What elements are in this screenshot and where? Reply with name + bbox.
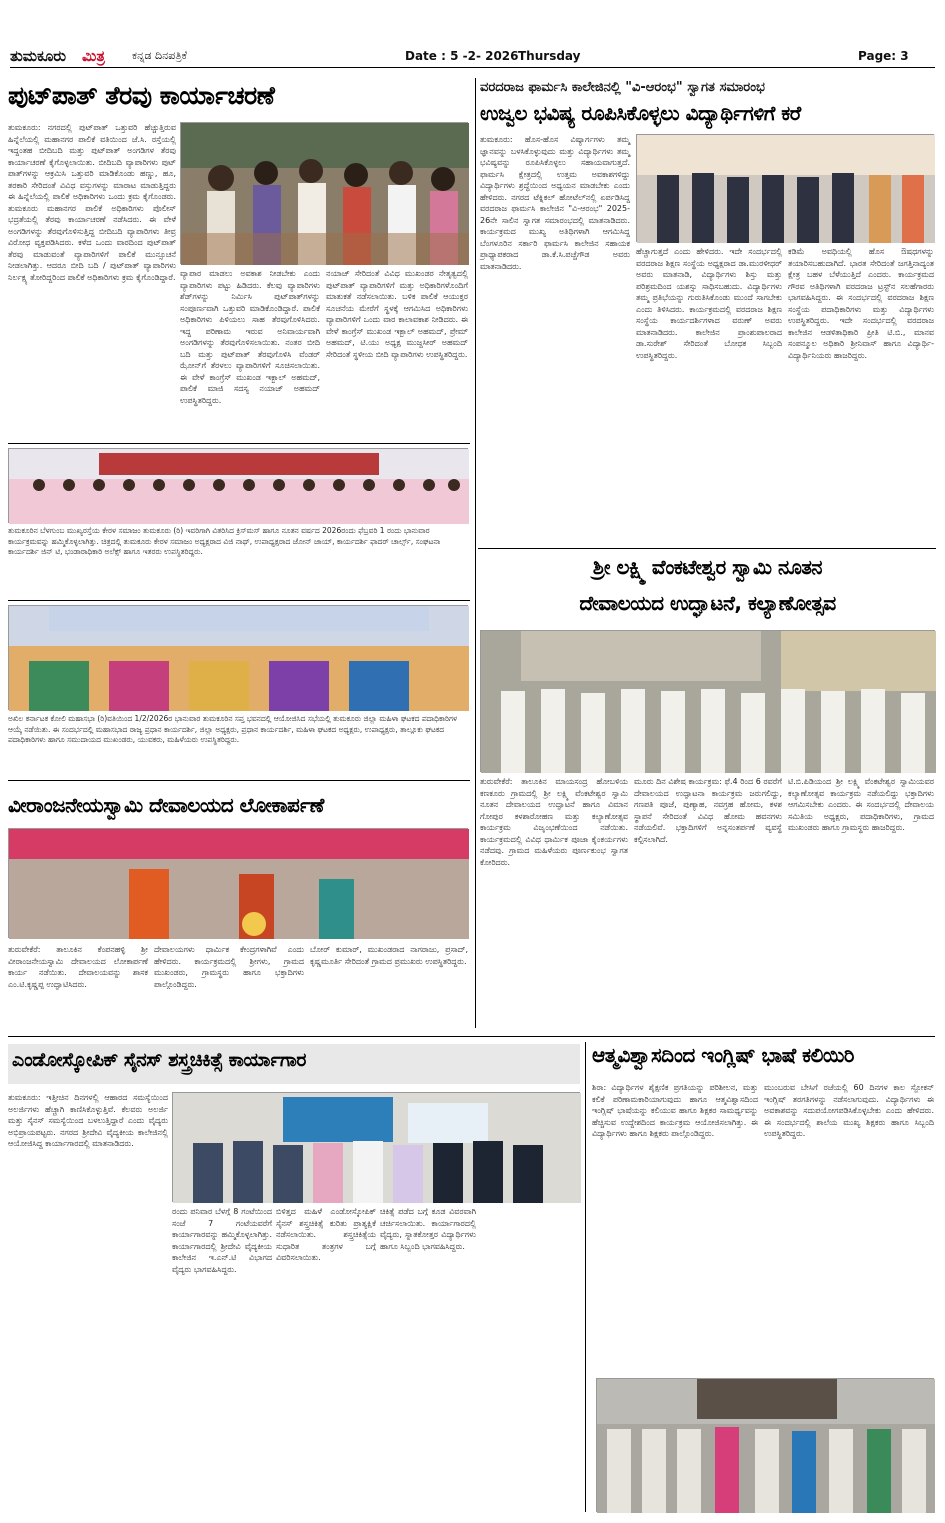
anjaneya-headline: ವೀರಾಂಜನೇಯಸ್ವಾಮಿ ದೇವಾಲಯದ ಲೋಕಾರ್ಪಣೆ <box>8 793 324 817</box>
endoscopy-doctors-image <box>173 1093 581 1203</box>
logo-text: ತುಮಕೂರು <box>10 47 67 65</box>
section-rule <box>8 1036 935 1037</box>
endoscopy-headline: ಎಂಡೋಸ್ಕೋಪಿಕ್ ಸೈನಸ್ ಶಸ್ತ್ರಚಿಕಿತ್ಸೆ ಕಾರ್ಯಾಗಾರ <box>8 1044 580 1084</box>
women-caption: ಅಖಿಲ ಕರ್ನಾಟಕ ಕೋಲಿ ಮಹಾಸಭಾ (ರಿ)ವತಿಯಿಂದ 1/2/2026ರ ಭಾನುವಾರ ತುಮಕೂರಿನ ಸಪ್ತ ಭವನದಲ್ಲಿ ಆಯೋಜಿಸಿದ ಸಭೆಯಲ್ಲಿ ತುಮಕೂರು ಜಿಲ್ಲಾ ಮಹಿಳಾ ಘಟಕದ ಪದಾಧಿಕಾರಿಗಳ ಆಯ್ಕೆ ನಡೆಯಿತು. ಈ ಸಂದರ್ಭದಲ್ಲಿ ಮಹಾಸಭಾದ ರಾಜ್ಯ ಪ್ರಧಾನ ಕಾರ್ಯದರ್ಶಿ, ಜಿಲ್ಲಾ ಅಧ್ಯಕ್ಷರು, ಪ್ರಧಾನ ಕಾರ್ಯದರ್ಶಿ, ಮಹಿಳಾ ಘಟಕದ ಅಧ್ಯಕ್ಷರು, ಉಪಾಧ್ಯಕ್ಷರು, ತಾಲ್ಲೂಕು ಘಟಕದ ಪದಾಧಿಕಾರಿಗಳು ಹಾಗೂ ಸಮುದಾಯದ ಮುಖಂಡರು, ಯುವಕರು, ಮಹಿಳೆಯರು ಉಪಸ್ಥಿತರಿದ್ದರು. <box>8 714 458 744</box>
pharmacy-body-col2: ಹೆಚ್ಚಾಗುತ್ತದೆ ಎಂದು ಹೇಳಿದರು. ಇದೇ ಸಂದರ್ಭದಲ್ಲಿ ವರದರಾಜ ಶಿಕ್ಷಣ ಸಂಸ್ಥೆಯ ಅಧ್ಯಕ್ಷರಾದ ಡಾ.ಮುರಳೀಧರ್ ಅವರು ಮಾತನಾಡಿ, ವಿದ್ಯಾರ್ಥಿಗಳು ಶಿಸ್ತು ಮತ್ತು ಪರಿಶ್ರಮದಿಂದ ಯಶಸ್ಸು ಸಾಧಿಸಬಹುದು. ವಿದ್ಯಾರ್ಥಿಗಳು ತಮ್ಮ ಪ್ರತಿಭೆಯನ್ನು ಗುರುತಿಸಿಕೊಂಡು ಮುಂದೆ ಸಾಗಬೇಕು ಎಂದು ತಿಳಿಸಿದರು. ಕಾರ್ಯಕ್ರಮದಲ್ಲಿ ವರದರಾಜ ಶಿಕ್ಷಣ ಸಂಸ್ಥೆಯ ಕಾರ್ಯದರ್ಶಿಗಳಾದ ವರುಣ್ ಅವರು ಮಾತನಾಡಿದರು. ಕಾಲೇಜಿನ ಪ್ರಾಂಶುಪಾಲರಾದ ಡಾ.ಸುರೇಶ್ ಸೇರಿದಂತೆ ಬೋಧಕ ಸಿಬ್ಬಂದಿ ಉಪಸ್ಥಿತರಿದ್ದರು. <box>636 247 782 360</box>
column-divider <box>585 1042 586 1512</box>
pharmacy-photo <box>636 134 934 242</box>
endoscopy-body-col1: ತುಮಕೂರು: ಇತ್ತೀಚಿನ ದಿನಗಳಲ್ಲಿ ಆಹಾರದ ಸಮಸ್ಯೆಯಿಂದ ಅಲರ್ಜಿಗಳು ಹೆಚ್ಚಾಗಿ ಕಾಣಿಸಿಕೊಳ್ಳುತ್ತಿವೆ. ಕೆಲವರು ಅಲರ್ಜಿ ಮತ್ತು ಸೈನಸ್ ಸಮಸ್ಯೆಯಿಂದ ಬಳಲುತ್ತಿದ್ದಾರೆ ಎಂದು ವೈದ್ಯರು ಅಭಿಪ್ರಾಯಪಟ್ಟರು. ನಗರದ ಶ್ರೀದೇವಿ ವೈದ್ಯಕೀಯ ಕಾಲೇಜಿನಲ್ಲಿ ಆಯೋಜಿಸಿದ್ದ ಕಾರ್ಯಾಗಾರದಲ್ಲಿ ಮಾತನಾಡಿದರು. <box>8 1093 168 1148</box>
endoscopy-photo <box>172 1092 580 1202</box>
temple-body-col2: ಮೂರು ದಿನ ವಿಶೇಷ ಕಾರ್ಯಕ್ರಮ: ಫೆ.4 ರಿಂದ 6 ರವರೆಗೆ ದೇವಾಲಯದ ಉದ್ಘಾಟನಾ ಕಾರ್ಯಕ್ರಮ ಜರುಗಲಿದ್ದು, ಗಣಪತಿ ಪೂಜೆ, ಪುಣ್ಯಾಹ, ನವಗ್ರಹ ಹೋಮ, ಕಳಶ ಸ್ಥಾಪನೆ ಸೇರಿದಂತೆ ವಿವಿಧ ಹೋಮ ಹವನಗಳು ನಡೆಯಲಿವೆ. ಭಕ್ತಾದಿಗಳಿಗೆ ಅನ್ನಸಂತರ್ಪಣೆ ವ್ಯವಸ್ಥೆ ಕಲ್ಪಿಸಲಾಗಿದೆ. <box>634 777 782 844</box>
pharmacy-guests-image <box>637 135 935 243</box>
temple-photo <box>480 630 935 772</box>
anjaneya-body-col2: ದೇವಾಲಯಗಳು ಧಾರ್ಮಿಕ ಕೇಂದ್ರಗಳಾಗಿವೆ ಎಂದು ಹೇಳಿದರು. ಕಾರ್ಯಕ್ರಮದಲ್ಲಿ ಶ್ರೀಗಳು, ಗ್ರಾಮದ ಮುಖಂಡರು, ಗ್ರಾಮಸ್ಥರು ಹಾಗೂ ಭಕ್ತಾದಿಗಳು ಪಾಲ್ಗೊಂಡಿದ್ದರು. <box>154 945 304 989</box>
footpath-body-col2: ವ್ಯಾಪಾರ ಮಾಡಲು ಅವಕಾಶ ನೀಡಬೇಕು ಎಂದು ವ್ಯಾಪಾರಿಗಳು ಪಟ್ಟು ಹಿಡಿದರು. ಕೆಲವು ವ್ಯಾಪಾರಿಗಳು ಶೆಡ್‌ಗಳನ್ನು ನಿರ್ಮಿಸಿ ಪುಟ್‌ಪಾತ್‌ಗಳನ್ನು ಸಂಪೂರ್ಣವಾಗಿ ಒತ್ತುವರಿ ಮಾಡಿಕೊಂಡಿದ್ದಾರೆ. ಪಾಲಿಕೆ ಅಧಿಕಾರಿಗಳು ಪಿಳಿಯಲು ಸಾಹ ತೆರವುಗೊಳಿಸಿದರು. ಇದ್ದ ಪರಿಣಾಮ ಇರುವ ಅನಿವಾರ್ಯವಾಗಿ ಅಂಗಡಿಗಳನ್ನು ತೆರವುಗೊಳಿಸಲಾಯಿತು. ನಂತರ ಬೀದಿ ಬದಿ ಮತ್ತು ಪುಟ್‌ಪಾತ್ ತೆರವುಗೊಳಿಸಿ ವೆಂಡರ್ ಝೋನ್‌ಗೆ ತೆರಳಲು ವ್ಯಾಪಾರಿಗಳಿಗೆ ಸೂಚಿಸಲಾಯಿತು. ಈ ವೇಳೆ ಕಾಂಗ್ರೆಸ್ ಮುಖಂಡ ಇಕ್ಬಾಲ್ ಅಹಮದ್, ಪಾಲಿಕೆ ಮಾಜಿ ಸದಸ್ಯ ನಯಾಜ್ ಅಹಮದ್ ಉಪಸ್ಥಿತರಿದ್ದರು. <box>180 269 320 405</box>
endoscopy-body-col2: ರಂದು ಪನಿವಾರ ಬೆಳಗ್ಗೆ 8 ಗಂಟೆಯಿಂದ ಸಂಜೆ 7 ಗಂಟೆಯವರೆಗೆ ಕಾರ್ಯಾಗಾರವನ್ನು ಹಮ್ಮಿಕೊಳ್ಳಲಾಗಿತ್ತು. ಕಾರ್ಯಾಗಾರದಲ್ಲಿ ಶ್ರೀದೇವಿ ವೈದ್ಯಕೀಯ ಕಾಲೇಜಿನ ಇ.ಎನ್.ಟಿ ವಿಭಾಗದ ವೈದ್ಯರು ಭಾಗವಹಿಸಿದ್ದರು. <box>172 1207 272 1274</box>
nurses-group-image <box>9 449 469 524</box>
footpath-crowd-image <box>181 123 469 265</box>
anjaneya-body-col3: ಬೋರ್ ಕುಮಾರ್, ಮುಖಂಡರಾದ ನಾಗರಾಜು, ಪ್ರಸಾದ್, ಕೃಷ್ಣಮೂರ್ತಿ ಸೇರಿದಂತೆ ಗ್ರಾಮದ ಪ್ರಮುಖರು ಉಪಸ್ಥಿತರಿದ್ದರು. <box>310 945 468 966</box>
pharmacy-body-col3: ಕಡಿಮೆ ಅವಧಿಯಲ್ಲಿ ಹೊಸ ಔಷಧಗಳನ್ನು ತಯಾರಿಸಬಹುದಾಗಿದೆ. ಭಾರತ ಸೇರಿದಂತೆ ಜಗತ್ತಿನಾದ್ಯಂತ ಕ್ಷೇತ್ರ ಬಹಳ ಬೆಳೆಯುತ್ತಿದೆ ಎಂದರು. ಕಾರ್ಯಕ್ರಮದ ಗೌರವ ಅತಿಥಿಗಳಾಗಿ ವರದರಾಜ ಟ್ರಸ್ಟ್‌ನ ಸಲಹೆಗಾರರು ಭಾಗವಹಿಸಿದ್ದರು. ಈ ಸಂದರ್ಭದಲ್ಲಿ ವರದರಾಜ ಶಿಕ್ಷಣ ಸಂಸ್ಥೆಯ ಪದಾಧಿಕಾರಿಗಳು ಮತ್ತು ವಿದ್ಯಾರ್ಥಿಗಳು ಉಪಸ್ಥಿತರಿದ್ದರು. ಇದೇ ಸಂದರ್ಭದಲ್ಲಿ ವರದರಾಜ ಕಾಲೇಜಿನ ಆಡಳಿತಾಧಿಕಾರಿ ಪ್ರೀತಿ ಟಿ.ಬಿ., ಮಾನವ ಸಂಪನ್ಮೂಲ ಅಧಿಕಾರಿ ಶ್ರೀನಿವಾಸ್ ಹಾಗೂ ವಿದ್ಯಾರ್ಥಿ-ವಿದ್ಯಾರ್ಥಿನಿಯರು ಹಾಜರಿದ್ದರು. <box>788 247 934 360</box>
endoscopy-body-col4: ಚಿಕಿತ್ಸೆ ಪಡೆದ ಬಗ್ಗೆ ಕೂಡ ವಿವರವಾಗಿ ಚರ್ಚಿಸಲಾಯಿತು. ಕಾರ್ಯಾಗಾರದಲ್ಲಿ ವೈದ್ಯರು, ಸ್ನಾತಕೋತ್ತರ ವಿದ್ಯಾರ್ಥಿಗಳು ಹಾಗೂ ಸಿಬ್ಬಂದಿ ಭಾಗವಹಿಸಿದ್ದರು. <box>380 1207 476 1251</box>
nurses-group-photo <box>8 448 468 523</box>
section-rule <box>8 600 470 601</box>
temple-headline-line2: ದೇವಾಲಯದ ಉದ್ಘಾಟನೆ, ಕಲ್ಯಾಣೋತ್ಸವ <box>579 591 836 615</box>
logo-accent-text: ಮಿತ್ರ <box>82 47 105 65</box>
pharmacy-headline: ಉಜ್ವಲ ಭವಿಷ್ಯ ರೂಪಿಸಿಕೊಳ್ಳಲು ವಿದ್ಯಾರ್ಥಿಗಳಿಗೆ ಕರೆ <box>480 101 801 125</box>
temple-headline-line1: ಶ್ರೀ ಲಕ್ಷ್ಮಿ ವೆಂಕಟೇಶ್ವರ ಸ್ವಾಮಿ ನೂತನ <box>592 555 823 579</box>
temple-body-col3: ಟಿ.ಬಿ.ಪಿಡಿಯಂದ ಶ್ರೀ ಲಕ್ಷ್ಮಿ ವೆಂಕಟೇಶ್ವರ ಸ್ವಾಮಿಯವರ ಕಲ್ಯಾಣೋತ್ಸವ ಕಾರ್ಯಕ್ರಮ ನಡೆಯಲಿದ್ದು ಭಕ್ತಾದಿಗಳು ಆಗಮಿಸಬೇಕು ಎಂದರು. ಈ ಸಂದರ್ಭದಲ್ಲಿ ದೇವಾಲಯ ಸಮಿತಿಯ ಅಧ್ಯಕ್ಷರು, ಪದಾಧಿಕಾರಿಗಳು, ಗ್ರಾಮದ ಮುಖಂಡರು ಹಾಗೂ ಗ್ರಾಮಸ್ಥರು ಹಾಜರಿದ್ದರು. <box>788 777 934 832</box>
anjaneya-photo <box>8 828 468 938</box>
column-divider <box>475 78 476 1028</box>
masthead <box>10 46 935 68</box>
anjaneya-ceremony-image <box>9 829 469 939</box>
footpath-headline: ಪುಟ್‌ಪಾತ್ ತೆರವು ಕಾರ್ಯಾಚರಣೆ <box>8 81 275 110</box>
footpath-body-col3: ನಯಾಜ್ ಸೇರಿದಂತೆ ವಿವಿಧ ಮುಖಂಡರ ನೇತೃತ್ವದಲ್ಲಿ ಪುಟ್‌ಪಾತ್ ವ್ಯಾಪಾರಿಗಳಿಗೆ ಮತ್ತು ಅಧಿಕಾರಿಗಳೊಂದಿಗೆ ಮಾತುಕತೆ ನಡೆಸಲಾಯಿತು. ಬಳಿಕ ಪಾಲಿಕೆ ಆಯುಕ್ತರ ಸೂಚನೆಯ ಮೇರೆಗೆ ಸ್ಥಳಕ್ಕೆ ಆಗಮಿಸಿದ ಅಧಿಕಾರಿಗಳು ವ್ಯಾಪಾರಿಗಳಿಗೆ ಒಂದು ವಾರ ಕಾಲಾವಕಾಶ ನೀಡಿದರು. ಈ ವೇಳೆ ಕಾಂಗ್ರೆಸ್ ಮುಖಂಡ ಇಕ್ಬಾಲ್ ಅಹಮದ್, ಪ್ರೇಮ್ ಅಹಮದ್, ಟಿ.ಯು ಅಧ್ಯಕ್ಷ ಮುಜ್ದಸೀರ್ ಅಹಮದ್ ಸೇರಿದಂತೆ ಸ್ಥಳೀಯ ಬೀದಿ ವ್ಯಾಪಾರಿಗಳು ಉಪಸ್ಥಿತರಿದ್ದರು. <box>326 269 468 359</box>
temple-body-col1: ತುರುವೇಕೆರೆ: ತಾಲೂಕಿನ ಮಾಯಸಂದ್ರ ಹೋಬಳಿಯ ಕಣಕೂರು ಗ್ರಾಮದಲ್ಲಿ ಶ್ರೀ ಲಕ್ಷ್ಮಿ ವೆಂಕಟೇಶ್ವರ ಸ್ವಾಮಿ ನೂತನ ದೇವಾಲಯದ ಉದ್ಘಾಟನೆ ಹಾಗೂ ವಿಮಾನ ಗೋಪುರ ಕಳಶಾರೋಹಣ ಮತ್ತು ಕಲ್ಯಾಣೋತ್ಸವ ಕಾರ್ಯಕ್ರಮ ವಿಜೃಂಭಣೆಯಿಂದ ನಡೆಯಿತು. ಕಾರ್ಯಕ್ರಮದಲ್ಲಿ ವಿವಿಧ ಧಾರ್ಮಿಕ ಪೂಜಾ ಕೈಂಕರ್ಯಗಳು ನಡೆದವು. ಗ್ರಾಮದ ಮಹಿಳೆಯರು ಪೂರ್ಣಕುಂಭ ಸ್ವಾಗತ ಕೋರಿದರು. <box>480 777 628 867</box>
english-body-col2: ಮುಂಬರುವ ಬೇಸಿಗೆ ರಜೆಯಲ್ಲಿ 60 ದಿನಗಳ ಕಾಲ ಸ್ಪೋಕನ್ ಇಂಗ್ಲಿಷ್ ತರಗತಿಗಳನ್ನು ನಡೆಸಲಾಗುವುದು. ವಿದ್ಯಾರ್ಥಿಗಳು ಈ ಅವಕಾಶವನ್ನು ಸದುಪಯೋಗಪಡಿಸಿಕೊಳ್ಳಬೇಕು ಎಂದು ಹೇಳಿದರು. ಈ ಸಂದರ್ಭದಲ್ಲಿ ಶಾಲೆಯ ಮುಖ್ಯ ಶಿಕ್ಷಕರು ಹಾಗೂ ಸಿಬ್ಬಂದಿ ಉಪಸ್ಥಿತರಿದ್ದರು. <box>764 1083 934 1138</box>
nurses-caption: ತುಮಕೂರಿನ ಬೆಳಗುಂಬ ಮುಖ್ಯರಸ್ತೆಯ ಕೇರಳ ಸಮಾಜಂ ತುಮಕೂರು (ರಿ) ಇವರಿಗಾಗಿ ವಿತರಿಸಿದ ಕ್ರಿಸ್‌ಮಸ್ ಹಾಗೂ ನೂತನ ವರ್ಷದ 2026ರಂದು ಫೆಬ್ರವರಿ 1 ರಂದು ಭಾನುವಾರ ಕಾರ್ಯಕ್ರಮವನ್ನು ಹಮ್ಮಿಕೊಳ್ಳಲಾಗಿತ್ತು. ಚಿತ್ರದಲ್ಲಿ ತುಮಕೂರು ಕೇರಳ ಸಮಾಜಂ ಅಧ್ಯಕ್ಷರಾದ ವಿಜಿ ನಾಥ್, ಉಪಾಧ್ಯಕ್ಷರಾದ ಜೋನ್ ಜಾಯ್, ಕಾರ್ಯದರ್ಶಿ ಫಾದರ್ ಚಾರ್ಲ್ಸ್, ಸಂಘಟನಾ ಕಾರ್ಯದರ್ಶಿ ಜಿನ್ ಟಿ, ಭಂಡಾರಾಧಿಕಾರಿ ಅಲೆಕ್ಸ್ ಹಾಗೂ ಇತರರು ಉಪಸ್ಥಿತರಿದ್ದರು. <box>8 526 441 556</box>
anjaneya-body-col1: ತುರುವೇಕೆರೆ: ತಾಲೂಕಿನ ಕೆಂಪನಹಳ್ಳಿ ಶ್ರೀ ವೀರಾಂಜನೇಯಸ್ವಾಮಿ ದೇವಾಲಯದ ಲೋಕಾರ್ಪಣೆ ಕಾರ್ಯ ನಡೆಯಿತು. ದೇವಾಲಯವನ್ನು ಶಾಸಕ ಎಂ.ಟಿ.ಕೃಷ್ಣಪ್ಪ ಉದ್ಘಾಟಿಸಿದರು. <box>8 945 148 989</box>
temple-villagers-image <box>481 631 936 773</box>
issue-date: Date : 5 -2- 2026 <box>405 49 519 63</box>
footpath-body-col1: ತುಮಕೂರು: ನಗರದಲ್ಲಿ ಪುಟ್‌ಪಾತ್ ಒತ್ತುವರಿ ಹೆಚ್ಚುತ್ತಿರುವ ಹಿನ್ನೆಲೆಯಲ್ಲಿ ಮಹಾನಗರ ಪಾಲಿಕೆ ವತಿಯಿಂದ ಜೆ.ಸಿ. ರಸ್ತೆಯಲ್ಲಿ ಇದ್ದಂತಹ ಬೀದಿಬದಿ ಮತ್ತು ಪುಟ್‌ಪಾತ್ ಅಂಗಡಿಗಳ ತೆರವು ಕಾರ್ಯಾಚರಣೆ ಕೈಗೊಳ್ಳಲಾಯಿತು. ಬೀದಿಬದಿ ವ್ಯಾಪಾರಿಗಳು ಪುಟ್ ಪಾತ್‌ಗಳನ್ನು ಆಕ್ರಮಿಸಿ ಒತ್ತುವರಿ ಮಾಡಿಕೊಂಡು ಹಣ್ಣು, ಹೂ, ತರಕಾರಿ ಸೇರಿದಂತೆ ವಿವಿಧ ವಸ್ತುಗಳನ್ನು ಮಾರಾಟ ಮಾಡುತ್ತಿದ್ದರು ಈ ಹಿನ್ನೆಲೆಯಲ್ಲಿ ಪಾಲಿಕೆ ಅಧಿಕಾರಿಗಳು ಒಂದು ಕ್ರಮ ಕೈಗೊಂಡರು. ತುಮಕೂರು ಮಹಾನಗರ ಪಾಲಿಕೆ ಅಧಿಕಾರಿಗಳು ಪೊಲೀಸ್ ಭದ್ರತೆಯಲ್ಲಿ ತೆರವು ಕಾರ್ಯಾಚರಣೆ ನಡೆಸಿದರು. ಈ ವೇಳೆ ಅಂಗಡಿಗಳನ್ನು ತೆರವುಗೊಳಿಸುತ್ತಿದ್ದ ಬೀದಿಬದಿ ವ್ಯಾಪಾರಿಗಳು ತೀವ್ರ ವಿರೋಧ ವ್ಯಕ್ತಪಡಿಸಿದರು. ಕಳೆದ ಒಂದು ವಾರದಿಂದ ಪುಟ್‌ಪಾತ್ ತೆರವು ಮಾಡುವಂತೆ ವ್ಯಾಪಾರಿಗಳಿಗೆ ಪಾಲಿಕೆ ಮುನ್ಸೂಚನೆ ನೀಡಲಾಗಿತ್ತು. ಆದರೂ ಬೀದಿ ಬದಿ / ಪುಟ್‌ಪಾತ್ ವ್ಯಾಪಾರಿಗಳು ನಿರ್ಲಕ್ಷ್ಯ ತೋರಿದ್ದರಿಂದ ಪಾಲಿಕೆ ಅಧಿಕಾರಿಗಳು ಕ್ರಮ ಕೈಗೊಂಡಿದ್ದಾರೆ. <box>8 123 176 282</box>
section-rule <box>478 548 936 549</box>
english-photo <box>596 1378 934 1512</box>
english-students-image <box>597 1379 935 1513</box>
section-rule <box>8 780 470 781</box>
tagline: ಕನ್ನಡ ದಿನಪತ್ರಿಕೆ <box>132 49 188 62</box>
section-rule <box>8 443 470 444</box>
pharmacy-kicker: ವರದರಾಜ ಫಾರ್ಮಸಿ ಕಾಲೇಜಿನಲ್ಲಿ "ವಿ-ಆರಂಭ" ಸ್ವಾಗತ ಸಮಾರಂಭ <box>480 80 765 95</box>
endoscopy-body-col3: ಬಿಳಿತ್ತದ ಮಹಿಳೆ ಎಂಡೋಸ್ಕೋಪಿಕ್ ಸೈನಸ್ ಶಸ್ತ್ರಚಿಕಿತ್ಸೆ ಕುರಿತು ಪ್ರಾತ್ಯಕ್ಷಿಕೆ ನಡೆಸಲಾಯಿತು. ಶಸ್ತ್ರಚಿಕಿತ್ಸೆಯ ಸುಧಾರಿತ ತಂತ್ರಗಳ ಬಗ್ಗೆ ವಿವರಿಸಲಾಯಿತು. <box>276 1207 376 1262</box>
issue-day: Thursday <box>518 49 581 63</box>
page-number: Page: 3 <box>858 49 909 63</box>
pharmacy-body-col1: ತುಮಕೂರು: ಹೊಸ-ಹೊಸ ವಿಷ್ಯಾರ್ಗಗಳು ತಮ್ಮ ಜ್ಞಾನವನ್ನು ಬಳಸಿಕೊಳ್ಳುವುದು ಮತ್ತು ವಿದ್ಯಾರ್ಥಿಗಳು ತಮ್ಮ ಭವಿಷ್ಯವನ್ನು ರೂಪಿಸಿಕೊಳ್ಳಲು ಸಹಾಯವಾಗುತ್ತದೆ. ಫಾರ್ಮಸಿ ಕ್ಷೇತ್ರದಲ್ಲಿ ಉತ್ತಮ ಅವಕಾಶಗಳಿದ್ದು ವಿದ್ಯಾರ್ಥಿಗಳು ಶ್ರದ್ಧೆಯಿಂದ ಅಧ್ಯಯನ ಮಾಡಬೇಕು ಎಂದು ಹೇಳಿದರು. ನಗರದ ಟೆಕ್ನಿಕಲ್ ಹೋಟೆಲ್‌ನಲ್ಲಿ ಏರ್ಪಡಿಸಿದ್ದ ವರದರಾಜ ಫಾರ್ಮಸಿ ಕಾಲೇಜಿನ "ವಿ-ಆರಂಭ" 2025-26ನೇ ಸಾಲಿನ ಸ್ವಾಗತ ಸಮಾರಂಭದಲ್ಲಿ ಮಾತನಾಡಿದರು. ಕಾರ್ಯಕ್ರಮದ ಮುಖ್ಯ ಅತಿಥಿಗಳಾಗಿ ಆಗಮಿಸಿದ್ದ ಬೆಂಗಳೂರಿನ ಸರ್ಕಾರಿ ಫಾರ್ಮಸಿ ಕಾಲೇಜಿನ ಸಹಾಯಕ ಪ್ರಾಧ್ಯಾಪಕರಾದ ಡಾ.ಕೆ.ಸಿ.ಪಚ್ಚೆಗೌಡ ಅವರು ಮಾತನಾಡಿದರು. <box>480 135 630 271</box>
footpath-photo <box>180 122 468 264</box>
english-body-col1: ಶಿರಾ: ವಿದ್ಯಾರ್ಥಿಗಳ ಶೈಕ್ಷಣಿಕ ಪ್ರಗತಿಯನ್ನು ಪರಿಶೀಲನ, ಮತ್ತು ಕಲಿಕೆ ಪರಿಣಾಮಕಾರಿಯಾಗುವುದು ಹಾಗೂ ಆತ್ಮವಿಶ್ವಾಸದಿಂದ ಇಂಗ್ಲಿಷ್ ಭಾಷೆಯನ್ನು ಕಲಿಯುವ ಹಾಗೂ ಶಿಕ್ಷಕರ ಸಾಮರ್ಥ್ಯವನ್ನು ಹೆಚ್ಚಿಸುವ ಉದ್ದೇಶದಿಂದ ಕಾರ್ಯಕ್ರಮ ಆಯೋಜಿಸಲಾಗಿತ್ತು. ಈ ವಿದ್ಯಾರ್ಥಿಗಳು ಹಾಗೂ ಶಿಕ್ಷಕರು ಪಾಲ್ಗೊಂಡಿದ್ದರು. <box>592 1083 758 1138</box>
women-group-image <box>9 606 469 711</box>
women-group-photo <box>8 605 468 710</box>
english-headline: ಆತ್ಮವಿಶ್ವಾಸದಿಂದ ಇಂಗ್ಲಿಷ್ ಭಾಷೆ ಕಲಿಯಿರಿ <box>592 1043 854 1067</box>
